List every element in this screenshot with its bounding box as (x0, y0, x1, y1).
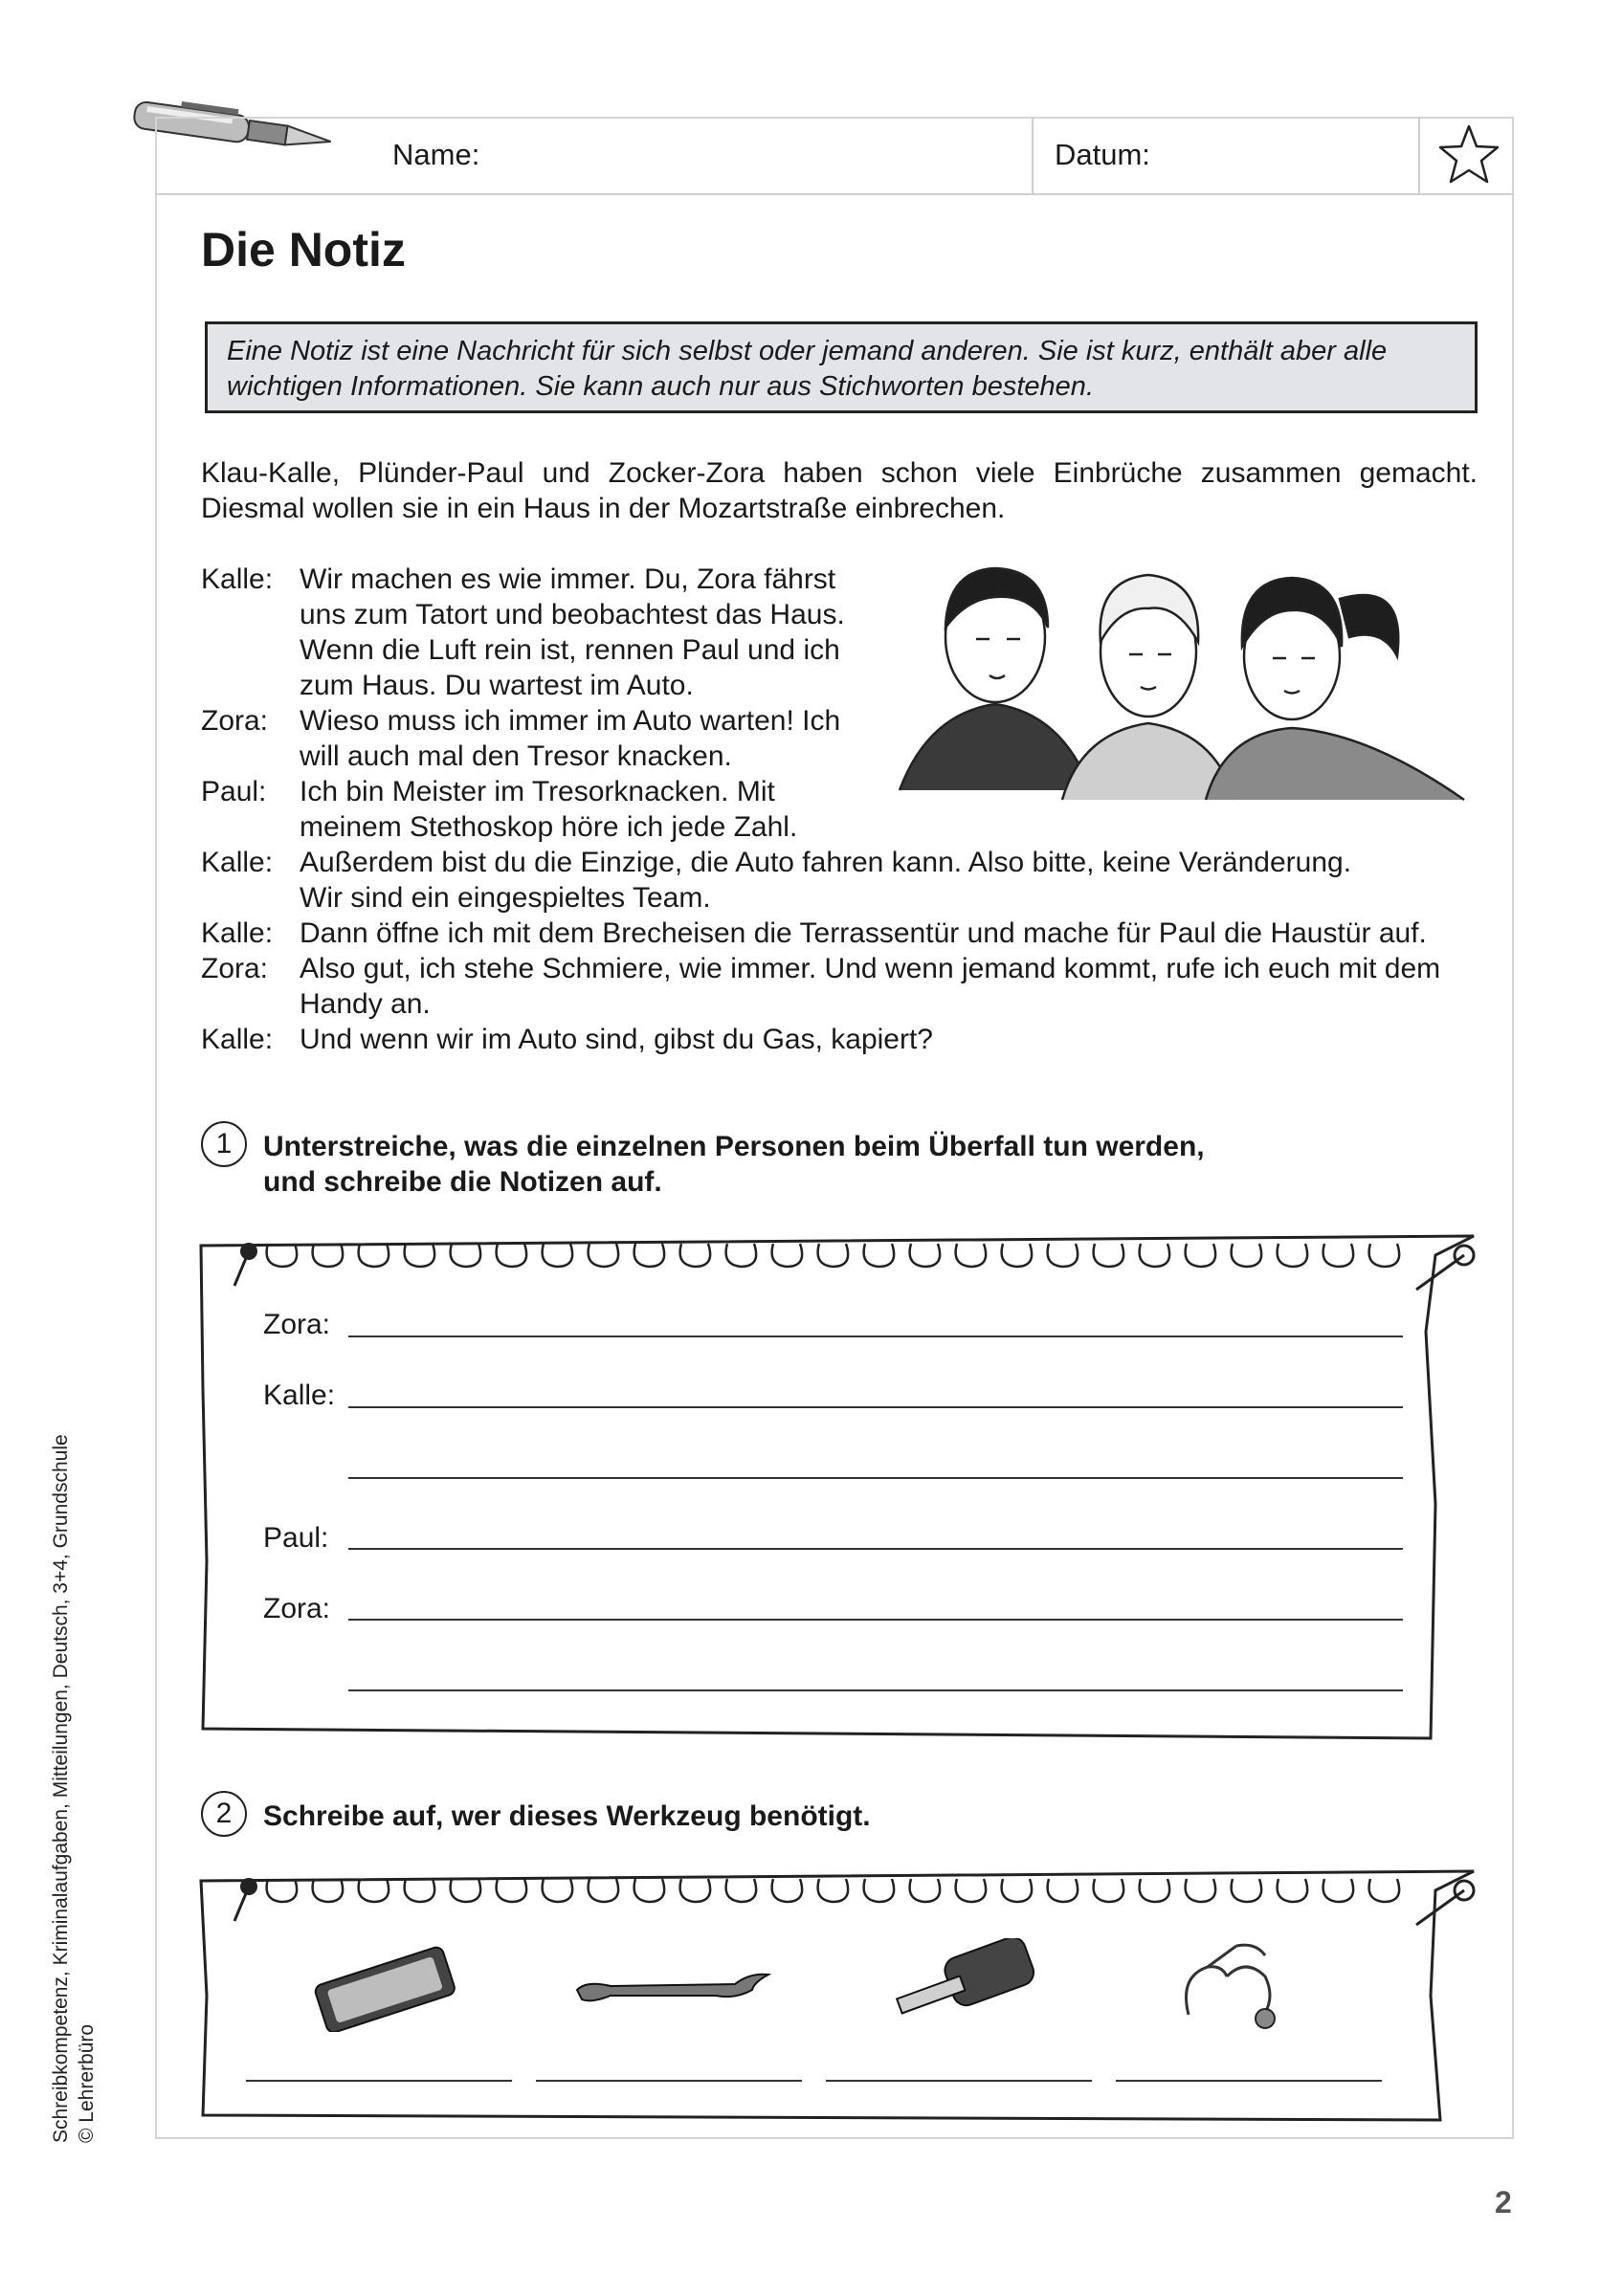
tool-answer-line[interactable] (826, 2080, 1092, 2082)
credit-line-1: Schreibkompetenz, Kriminalaufgaben, Mitteilungen, Deutsch, 3+4, Grundschule (50, 1434, 72, 2143)
dialog-line: Also gut, ich stehe Schmiere, wie immer. Und wenn jemand kommt, rufe ich euch mit dem (300, 953, 1441, 984)
name-label: Name: (392, 138, 480, 171)
dialog-line: Wenn die Luft rein ist, rennen Paul und ich (300, 634, 840, 666)
answer-line[interactable] (348, 1619, 1403, 1621)
crowbar-icon (572, 1961, 773, 2019)
dialog-line: zum Haus. Du wartest im Auto. (300, 670, 694, 701)
definition-box: Eine Notiz ist eine Nachricht für sich selbst oder jemand anderen. Sie ist kurz, enthält aber alle wichtigen Informationen. Sie kann auch nur aus Stichworten bestehen. (205, 321, 1478, 413)
answer-line[interactable] (348, 1689, 1403, 1691)
dialog-line: Wir machen es wie immer. Du, Zora fährst (300, 563, 836, 595)
answer-line[interactable] (348, 1336, 1403, 1337)
task-2-number: 2 (201, 1791, 247, 1837)
dialog-line: Dann öffne ich mit dem Brecheisen die Terrassentür und mache für Paul die Haustür auf. (300, 917, 1427, 949)
task-2-text: Schreibe auf, wer dieses Werkzeug benötigt. (263, 1800, 871, 1832)
speaker-label: Zora: (201, 953, 269, 984)
dialog-line: Und wenn wir im Auto sind, gibst du Gas, kapiert? (300, 1024, 933, 1055)
note-label-paul: Paul: (263, 1522, 329, 1554)
dialog-line: Außerdem bist du die Einzige, die Auto fahren kann. Also bitte, keine Veränderung. (300, 847, 1352, 878)
task-1-text-line2: und schreibe die Notizen auf. (263, 1166, 662, 1198)
answer-line[interactable] (348, 1406, 1403, 1408)
answer-line[interactable] (348, 1548, 1403, 1550)
page-frame (155, 117, 1514, 2139)
sidebar-credit (48, 1434, 100, 2143)
answer-line[interactable] (348, 1477, 1403, 1479)
dialog-line: Wir sind ein eingespieltes Team. (300, 882, 711, 914)
phone-icon (308, 1946, 461, 2032)
tool-answer-line[interactable] (1116, 2080, 1382, 2082)
dialog-line: uns zum Tatort und beobachtest das Haus. (300, 599, 845, 630)
dialog-line: Ich bin Meister im Tresorknacken. Mit (300, 776, 775, 807)
speaker-label: Kalle: (201, 563, 274, 595)
characters-illustration (890, 551, 1474, 809)
speaker-label: Kalle: (201, 847, 274, 878)
intro-text: Klau-Kalle, Plünder-Paul und Zocker-Zora haben schon viele Einbrüche zusammen gemacht. Diesmal wollen sie in ein Haus in der Mozartstraße einbrechen. (201, 457, 1478, 524)
star-icon (1437, 122, 1501, 186)
header-bar (155, 117, 1514, 195)
dialog-line: Handy an. (300, 988, 431, 1020)
page-number: 2 (1495, 2185, 1512, 2219)
dialog-line: meinem Stethoskop höre ich jede Zahl. (300, 811, 798, 843)
note-label-kalle: Kalle: (263, 1380, 336, 1411)
dialog-line: will auch mal den Tresor knacken. (300, 740, 732, 772)
page-title: Die Notiz (201, 223, 406, 276)
note-label-zora: Zora: (263, 1309, 331, 1340)
dialog-line: Wieso muss ich immer im Auto warten! Ich (300, 705, 841, 737)
speaker-label: Kalle: (201, 917, 274, 949)
stethoscope-icon (1169, 1938, 1303, 2034)
date-label: Datum: (1055, 138, 1150, 171)
note-label-zora-2: Zora: (263, 1593, 331, 1624)
task-1-number: 1 (201, 1121, 247, 1167)
credit-line-2: © Lehrerbüro (76, 2023, 98, 2143)
speaker-label: Paul: (201, 776, 267, 807)
tool-answer-line[interactable] (246, 2080, 512, 2082)
task-1-text-line1: Unterstreiche, was die einzelnen Personen beim Überfall tun werden, (263, 1131, 1205, 1162)
car-key-icon (890, 1938, 1043, 2034)
speaker-label: Zora: (201, 705, 269, 737)
speaker-label: Kalle: (201, 1024, 274, 1055)
note-paper-1 (191, 1217, 1483, 1743)
tool-answer-line[interactable] (536, 2080, 802, 2082)
